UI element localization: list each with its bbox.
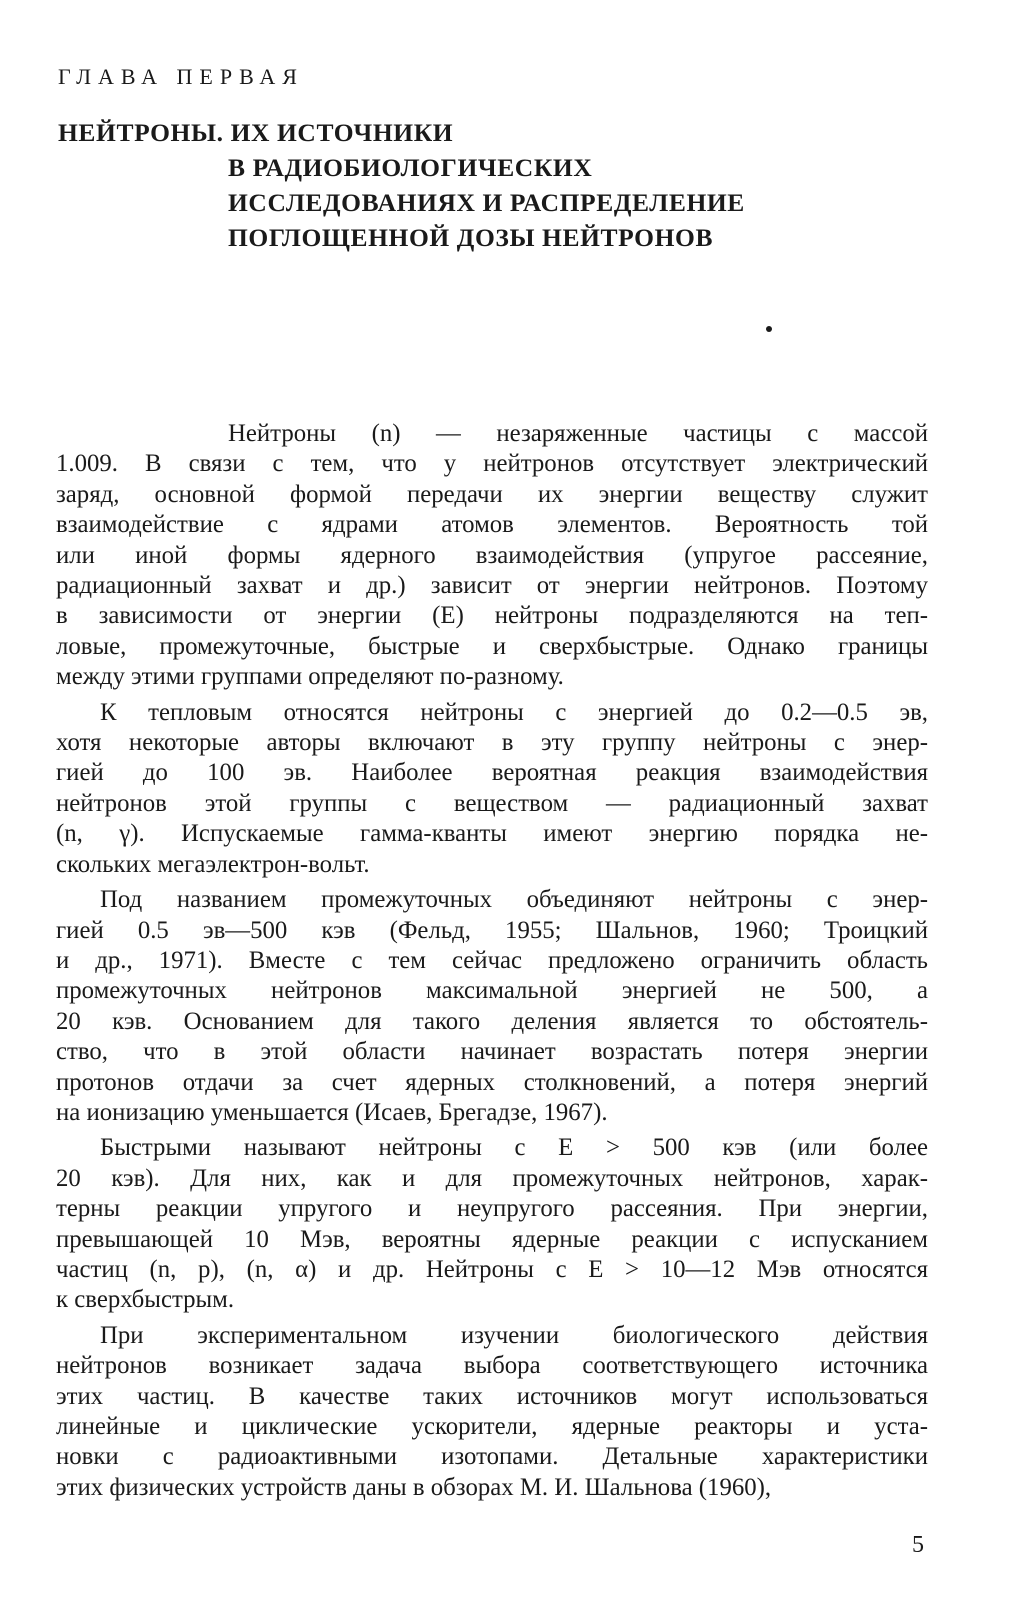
print-speck <box>766 326 772 332</box>
text-line: промежуточных нейтронов максимальной энергией не 500, а <box>56 977 928 1005</box>
text-line: ство, что в этой области начинает возрастать потеря энергии <box>56 1038 928 1066</box>
body-text <box>56 419 928 1508</box>
text-line: линейные и циклические ускорители, ядерные реакторы и уста- <box>56 1413 928 1440</box>
paragraph <box>56 885 928 1128</box>
text-line: на ионизацию уменьшается (Исаев, Брегадзе, 1967). <box>56 1098 608 1126</box>
paragraph <box>56 1133 928 1315</box>
text-line: хотя некоторые авторы включают в эту группу нейтроны с энер- <box>56 729 928 757</box>
text-line: ловые, промежуточные, быстрые и сверхбыстрые. Однако границы <box>56 632 928 660</box>
text-line: и др., 1971). Вместе с тем сейчас предложено ограничить область <box>56 946 928 974</box>
text-line: Под названием промежуточных объединяют нейтроны с энер- <box>100 886 928 914</box>
text-line: (n, γ). Испускаемые гамма-кванты имеют энергию порядка не- <box>56 820 928 848</box>
text-line: протонов отдачи за счет ядерных столкновений, а потеря энергий <box>56 1068 928 1096</box>
text-line: скольких мегаэлектрон-вольт. <box>56 850 370 878</box>
page-number: 5 <box>912 1532 924 1558</box>
text-line: К тепловым относятся нейтроны с энергией до 0.2—0.5 эв, <box>100 698 928 726</box>
paragraph <box>56 419 928 693</box>
text-line: радиационный захват и др.) зависит от энергии нейтронов. Поэтому <box>56 572 928 600</box>
chapter-title-line: ПОГЛОЩЕННОЙ ДОЗЫ НЕЙТРОНОВ <box>228 223 714 252</box>
text-line: частиц (n, p), (n, α) и др. Нейтроны с E > 10—12 Мэв относятся <box>56 1255 928 1283</box>
text-line: или иной формы ядерного взаимодействия (упругое рассеяние, <box>56 541 928 569</box>
text-line: взаимодействие с ядрами атомов элементов. Вероятность той <box>56 511 928 539</box>
text-line: между этими группами определяют по-разному. <box>56 663 564 691</box>
text-line: терны реакции упругого и неупругого рассеяния. При энергии, <box>56 1195 928 1223</box>
text-line: к сверхбыстрым. <box>56 1286 235 1314</box>
paragraph <box>56 698 928 880</box>
chapter-title-line: ИССЛЕДОВАНИЯХ И РАСПРЕДЕЛЕНИЕ <box>228 188 745 217</box>
chapter-label: ГЛАВА ПЕРВАЯ <box>58 64 304 89</box>
chapter-title-line: НЕЙТРОНЫ. ИХ ИСТОЧНИКИ <box>58 118 454 147</box>
text-line: гией до 100 эв. Наиболее вероятная реакция взаимодействия <box>56 759 928 787</box>
text-line: Нейтроны (n) — незаряженные частицы с массой <box>228 420 928 447</box>
text-line: 1.009. В связи с тем, что у нейтронов отсутствует электрический <box>56 450 928 478</box>
text-line: в зависимости от энергии (E) нейтроны подразделяются на теп- <box>56 602 928 630</box>
text-line: новки с радиоактивными изотопами. Детальные характеристики <box>56 1443 928 1471</box>
text-line: При экспериментальном изучении биологического действия <box>100 1321 928 1349</box>
text-line: нейтронов этой группы с веществом — радиационный захват <box>56 789 928 817</box>
text-line: превышающей 10 Мэв, вероятны ядерные реакции с испусканием <box>56 1225 928 1253</box>
text-line: 20 кэв. Основанием для такого деления является то обстоятель- <box>56 1007 928 1035</box>
text-line: гией 0.5 эв—500 кэв (Фельд, 1955; Шальнов, 1960; Троицкий <box>56 916 928 944</box>
text-line: этих частиц. В качестве таких источников могут использоваться <box>56 1382 928 1410</box>
text-line: 20 кэв). Для них, как и для промежуточных нейтронов, харак- <box>56 1164 928 1192</box>
text-line: нейтронов возникает задача выбора соответствующего источника <box>56 1352 928 1380</box>
text-line: этих физических устройств даны в обзорах М. И. Шальнова (1960), <box>56 1473 772 1501</box>
text-line: Быстрыми называют нейтроны с E > 500 кэв (или более <box>100 1134 928 1162</box>
paragraph <box>56 1321 928 1503</box>
chapter-title <box>58 115 745 255</box>
chapter-title-line: В РАДИОБИОЛОГИЧЕСКИХ <box>228 153 593 182</box>
text-line: заряд, основной формой передачи их энергии веществу служит <box>56 480 928 508</box>
